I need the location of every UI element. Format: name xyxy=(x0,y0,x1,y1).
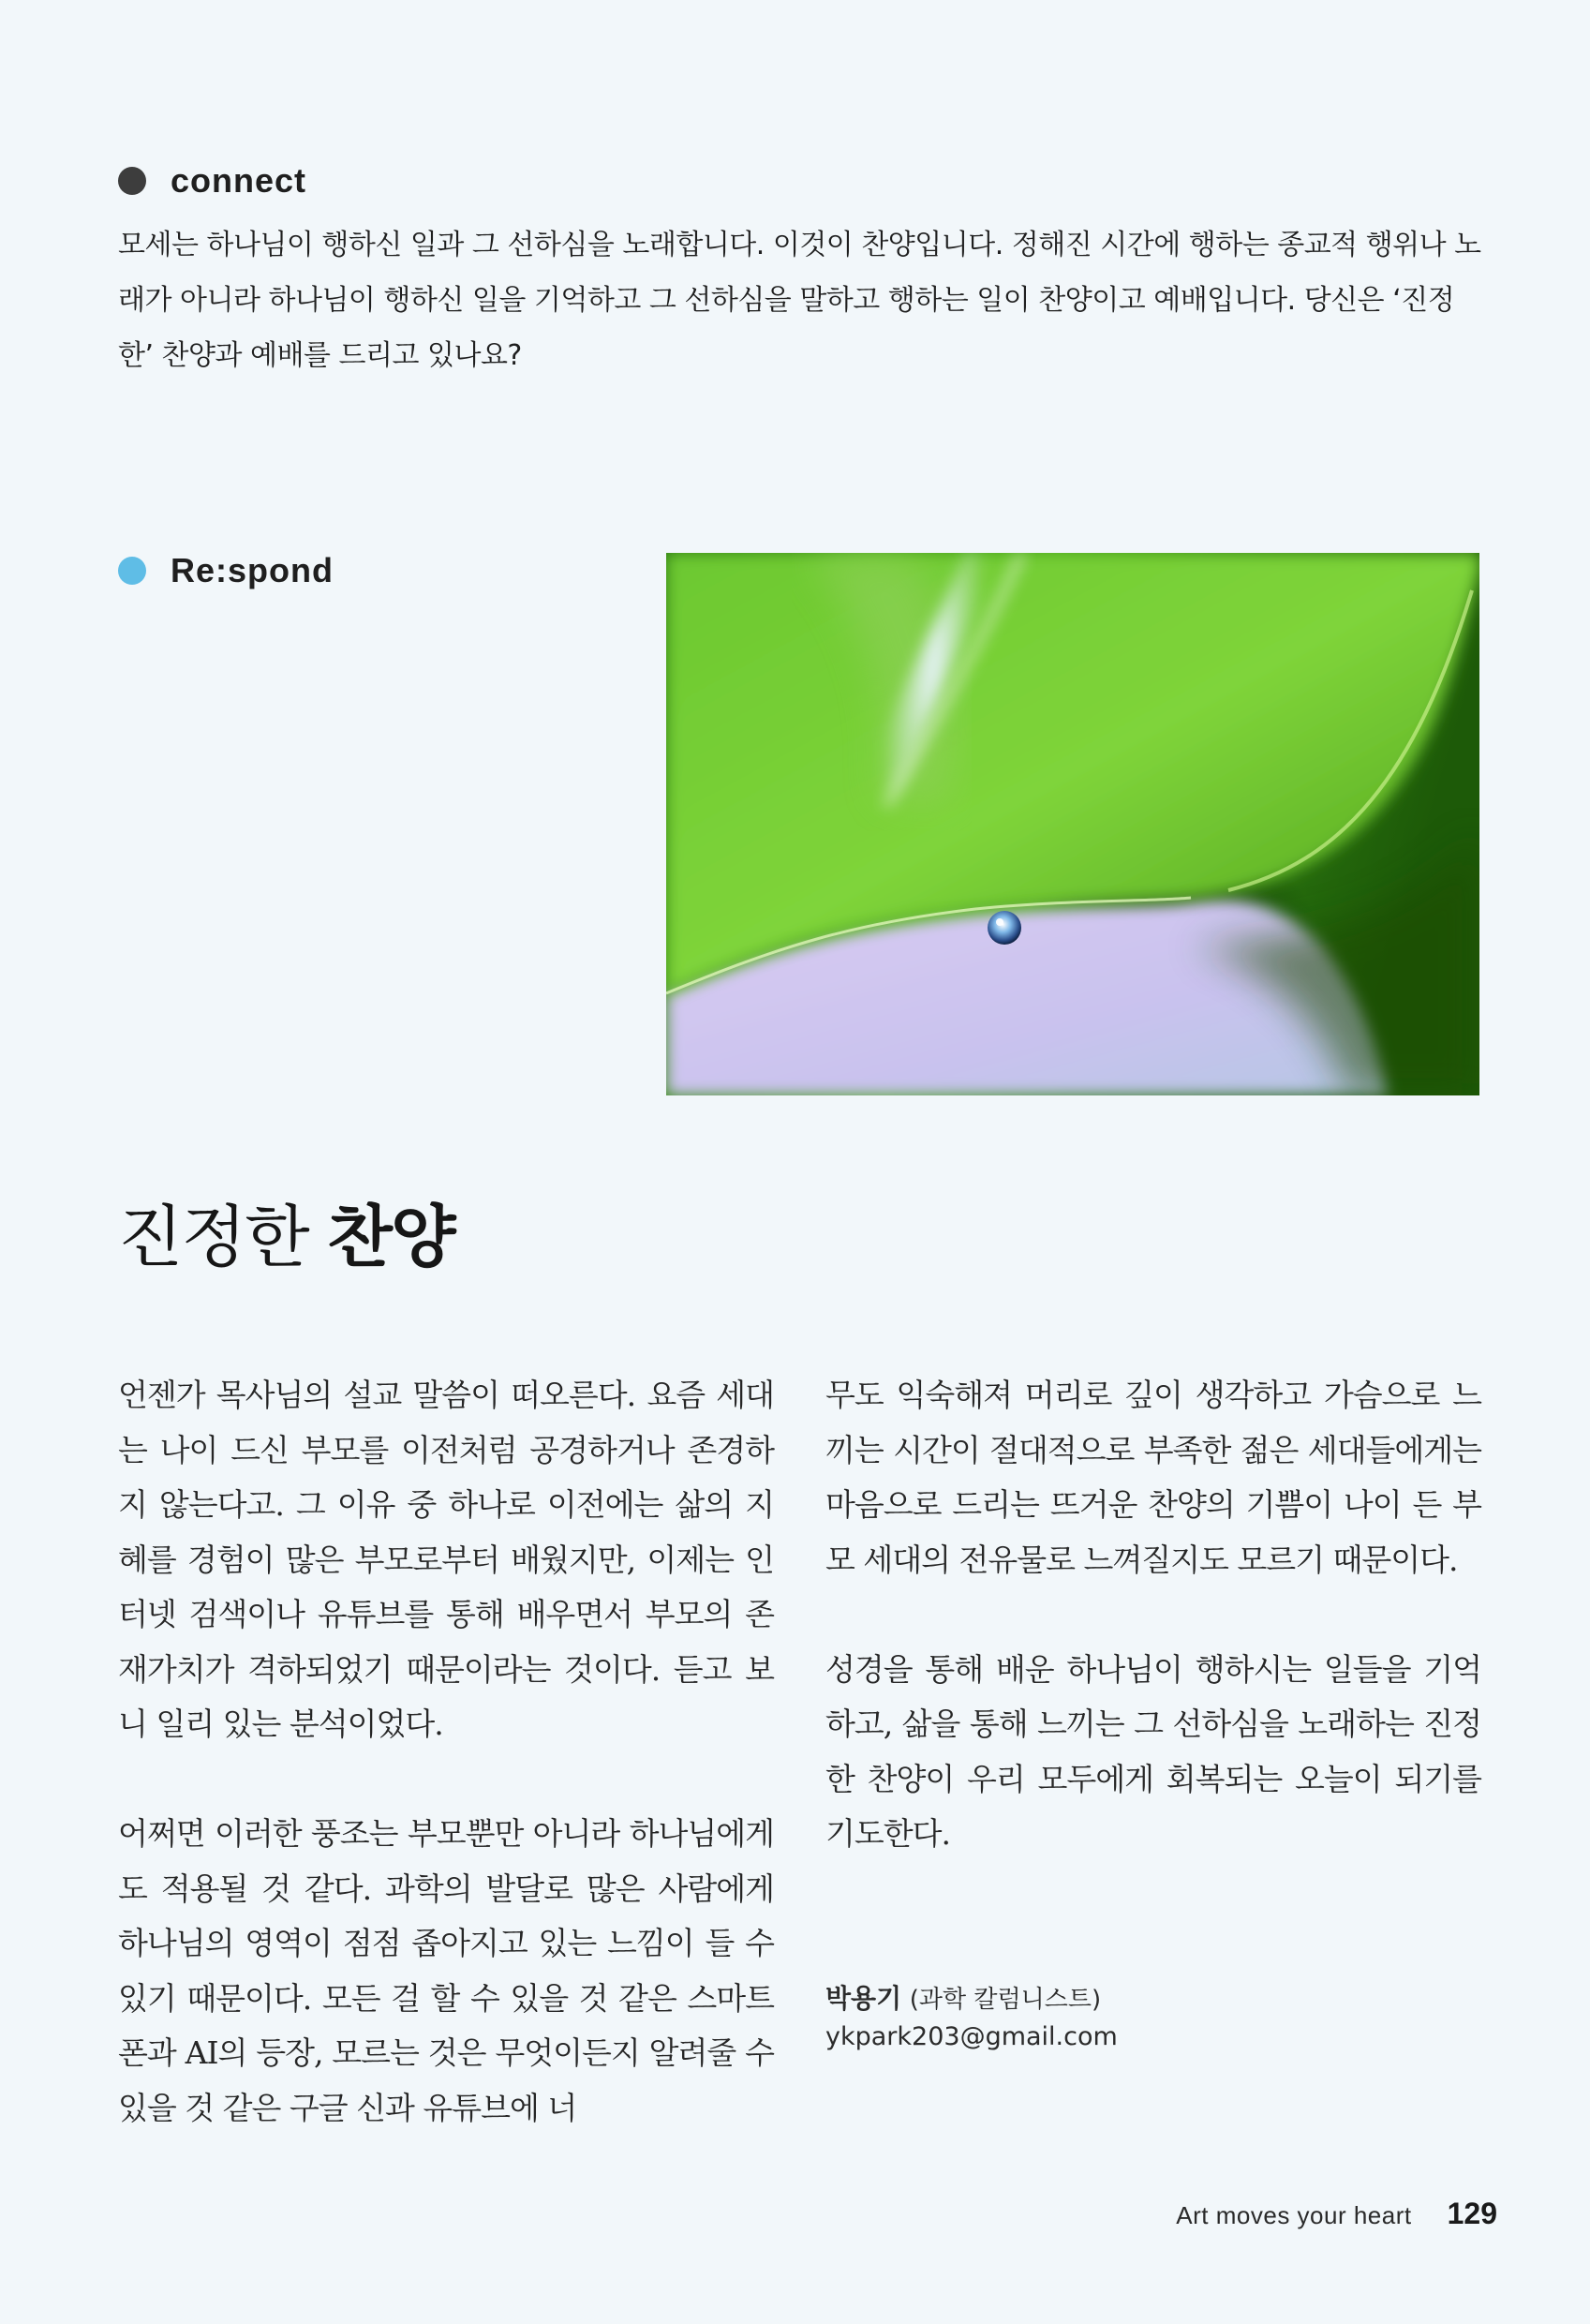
author-role: (과학 칼럼니스트) xyxy=(909,1986,1102,2014)
connect-body-text: 모세는 하나님이 행하신 일과 그 선하심을 노래합니다. 이것이 찬양입니다. 정해진 시간에 행하는 종교적 행위나 노래가 아니라 하나님이 행하신 일을 기억하고 그 선하심을 말하고 행하는 일이 찬양이고 예배입니다. 당신은 ‘진정한’ 찬양과 예배를 드리고 있나요? xyxy=(118,229,1481,372)
article-left-column xyxy=(118,1368,774,2136)
article-title-emphasis: 찬양 xyxy=(327,1197,454,1276)
bullet-dot-icon xyxy=(118,167,146,195)
author-name: 박용기 xyxy=(825,1983,902,2014)
respond-section-header xyxy=(118,551,334,590)
author-email[interactable]: ykpark203@gmail.com xyxy=(825,2022,1118,2051)
author-byline xyxy=(825,1980,1118,2056)
leaf-water-drop-photo xyxy=(666,553,1479,1095)
respond-label: Re:spond xyxy=(171,551,334,589)
article-right-column xyxy=(825,1368,1481,1862)
article-paragraph: 어쩌면 이러한 풍조는 부모뿐만 아니라 하나님에게도 적용될 것 같다. 과학의 발달로 많은 사람에게 하나님의 영역이 점점 좁아지고 있는 느낌이 들 수 있기 때문이다. 모든 걸 할 수 있을 것 같은 스마트폰과 AI의 등장, 모르는 것은 무엇이든지 알려줄 수 있을 것 같은 구글 신과 유튜브에 너 xyxy=(118,1815,774,2126)
article-paragraph: 언젠가 목사님의 설교 말씀이 떠오른다. 요즘 세대는 나이 드신 부모를 이전처럼 공경하거나 존경하지 않는다고. 그 이유 중 하나로 이전에는 삶의 지혜를 경험이 많은 부모로부터 배웠지만, 이제는 인터넷 검색이나 유튜브를 통해 배우면서 부모의 존재가치가 격하되었기 때문이라는 것이다. 듣고 보니 일리 있는 분석이었다. xyxy=(118,1377,774,1742)
page-number: 129 xyxy=(1447,2197,1497,2230)
article-title xyxy=(118,1183,454,1280)
footer-tagline: Art moves your heart xyxy=(1176,2201,1412,2229)
article-paragraph: 성경을 통해 배운 하나님이 행하시는 일들을 기억하고, 삶을 통해 느끼는 그 선하심을 노래하는 진정한 찬양이 우리 모두에게 회복되는 오늘이 되기를 기도한다. xyxy=(825,1650,1481,1852)
connect-label: connect xyxy=(171,161,307,200)
page-footer xyxy=(1176,2197,1497,2231)
water-drop-icon xyxy=(988,911,1021,945)
article-title-prefix: 진정한 xyxy=(118,1198,308,1276)
author-name-line xyxy=(825,1980,1118,2019)
connect-section-header xyxy=(118,161,306,201)
bullet-dot-icon xyxy=(118,557,146,585)
article-paragraph: 무도 익숙해져 머리로 깊이 생각하고 가슴으로 느끼는 시간이 절대적으로 부족한 젊은 세대들에게는 마음으로 드리는 뜨거운 찬양의 기쁨이 나이 든 부모 세대의 전유물로 느껴질지도 모르기 때문이다. xyxy=(825,1377,1481,1578)
